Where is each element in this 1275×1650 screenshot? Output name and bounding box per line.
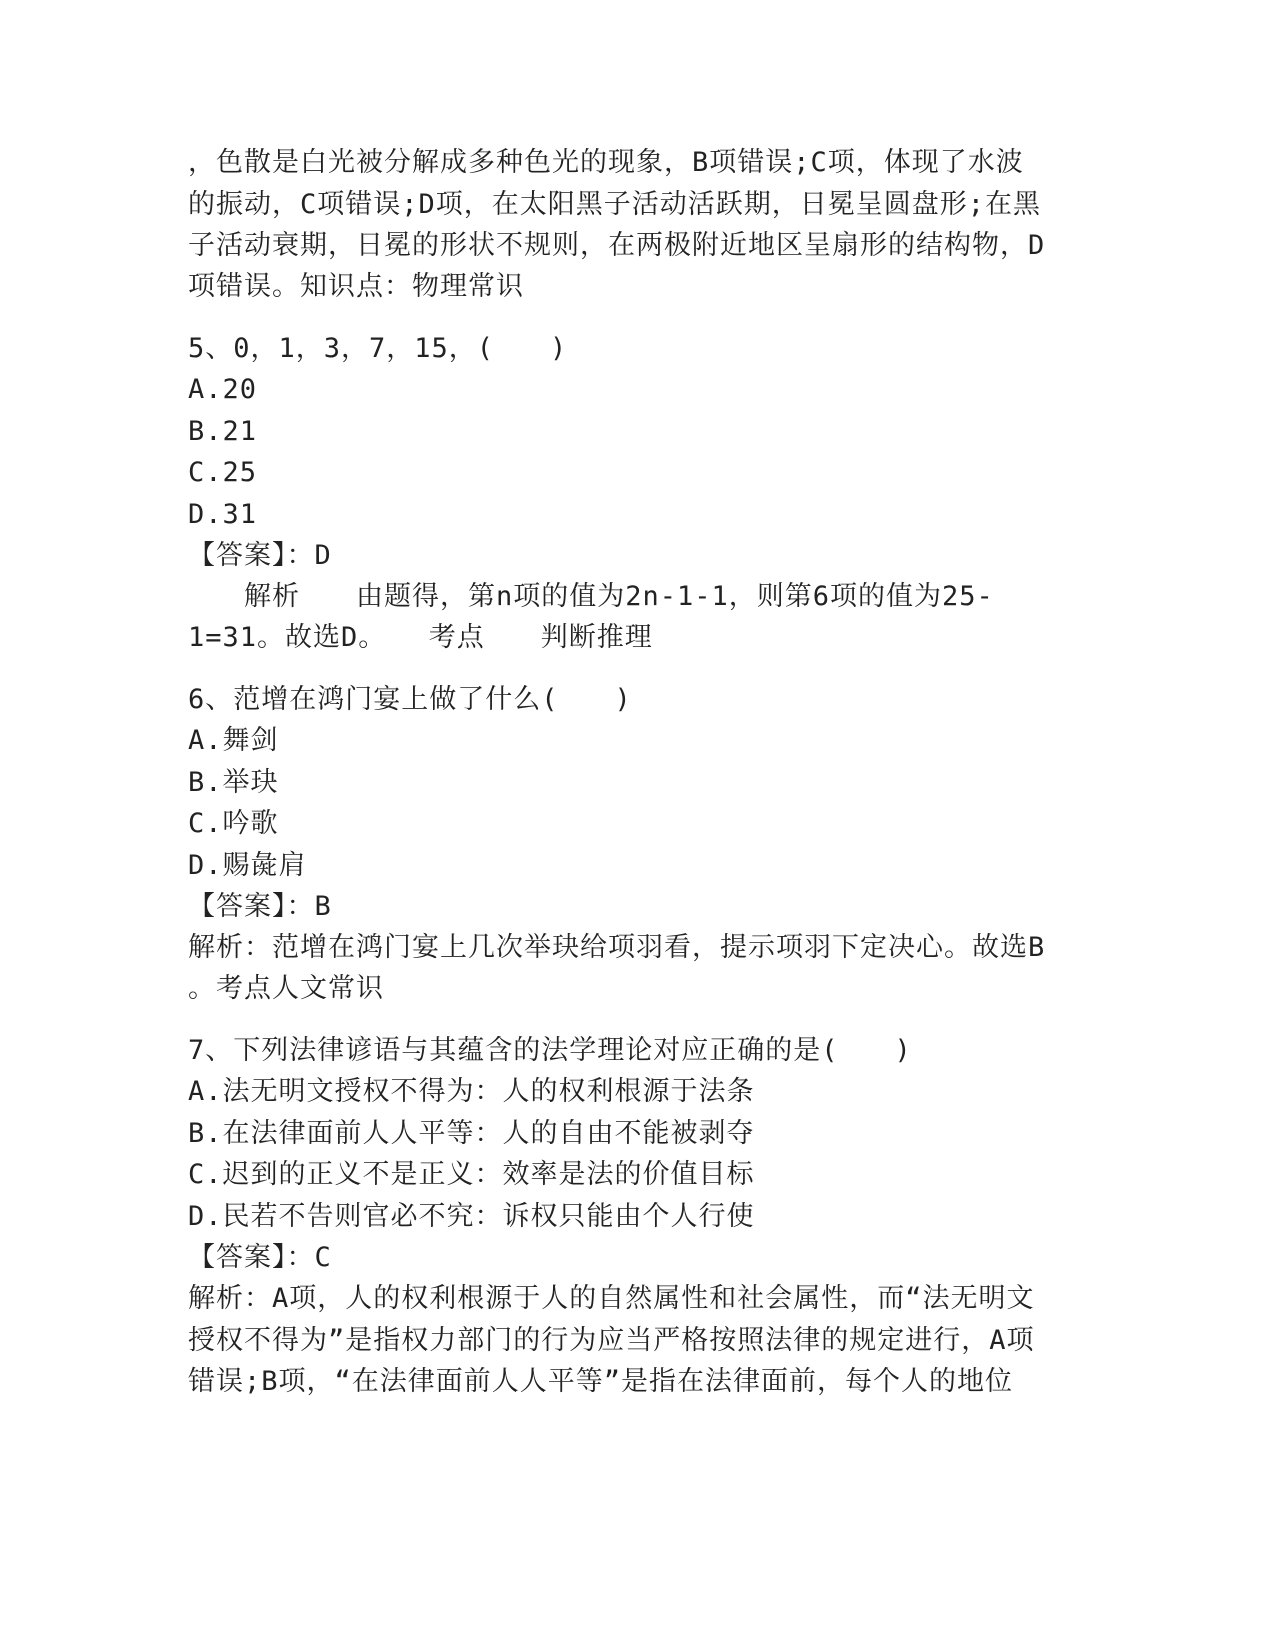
answer-label: 【答案】：C bbox=[188, 1242, 332, 1273]
option-b: B.在法律面前人人平等：人的自由不能被剥夺 bbox=[188, 1118, 755, 1149]
option-a: A.20 bbox=[188, 374, 258, 405]
answer-label: 【答案】：D bbox=[188, 540, 332, 571]
question-5: 5、0，1，3，7，15，( ) bbox=[188, 333, 568, 364]
explanation-line: 1=31。故选D。 考点 判断推理 bbox=[188, 622, 653, 653]
option-a: A.法无明文授权不得为：人的权利根源于法条 bbox=[188, 1076, 755, 1107]
paragraph-line: 的振动，C项错误;D项，在太阳黑子活动活跃期，日冕呈圆盘形;在黑 bbox=[188, 189, 1042, 220]
question-6: 6、范增在鸿门宴上做了什么( ) bbox=[188, 684, 632, 715]
option-b: B.21 bbox=[188, 416, 258, 447]
explanation-line: 解析：范增在鸿门宴上几次举玦给项羽看，提示项羽下定决心。故选B bbox=[188, 932, 1046, 963]
option-c: C.迟到的正义不是正义：效率是法的价值目标 bbox=[188, 1159, 755, 1190]
option-a: A.舞剑 bbox=[188, 725, 279, 756]
paragraph-line: 项错误。知识点：物理常识 bbox=[188, 271, 524, 302]
option-c: C.25 bbox=[188, 457, 258, 488]
explanation-line: 。考点人文常识 bbox=[188, 973, 384, 1004]
option-c: C.吟歌 bbox=[188, 808, 279, 839]
option-d: D.赐彘肩 bbox=[188, 850, 307, 881]
option-d: D.31 bbox=[188, 499, 258, 530]
answer-label: 【答案】：B bbox=[188, 891, 332, 922]
option-b: B.举玦 bbox=[188, 767, 279, 798]
question-7: 7、下列法律谚语与其蕴含的法学理论对应正确的是( ) bbox=[188, 1035, 912, 1066]
option-d: D.民若不告则官必不究：诉权只能由个人行使 bbox=[188, 1201, 755, 1232]
paragraph-line: 子活动衰期，日冕的形状不规则，在两极附近地区呈扇形的结构物，D bbox=[188, 230, 1046, 261]
explanation-line: 授权不得为”是指权力部门的行为应当严格按照法律的规定进行，A项 bbox=[188, 1325, 1035, 1356]
paragraph-line: ，色散是白光被分解成多种色光的现象，B项错误;C项，体现了水波 bbox=[188, 147, 1024, 178]
explanation-line: 解析：A项，人的权利根源于人的自然属性和社会属性，而“法无明文 bbox=[188, 1283, 1035, 1314]
explanation-line: 错误;B项，“在法律面前人人平等”是指在法律面前，每个人的地位 bbox=[188, 1366, 1014, 1397]
explanation-line: 解析 由题得，第n项的值为2n-1-1，则第6项的值为25- bbox=[188, 581, 994, 612]
